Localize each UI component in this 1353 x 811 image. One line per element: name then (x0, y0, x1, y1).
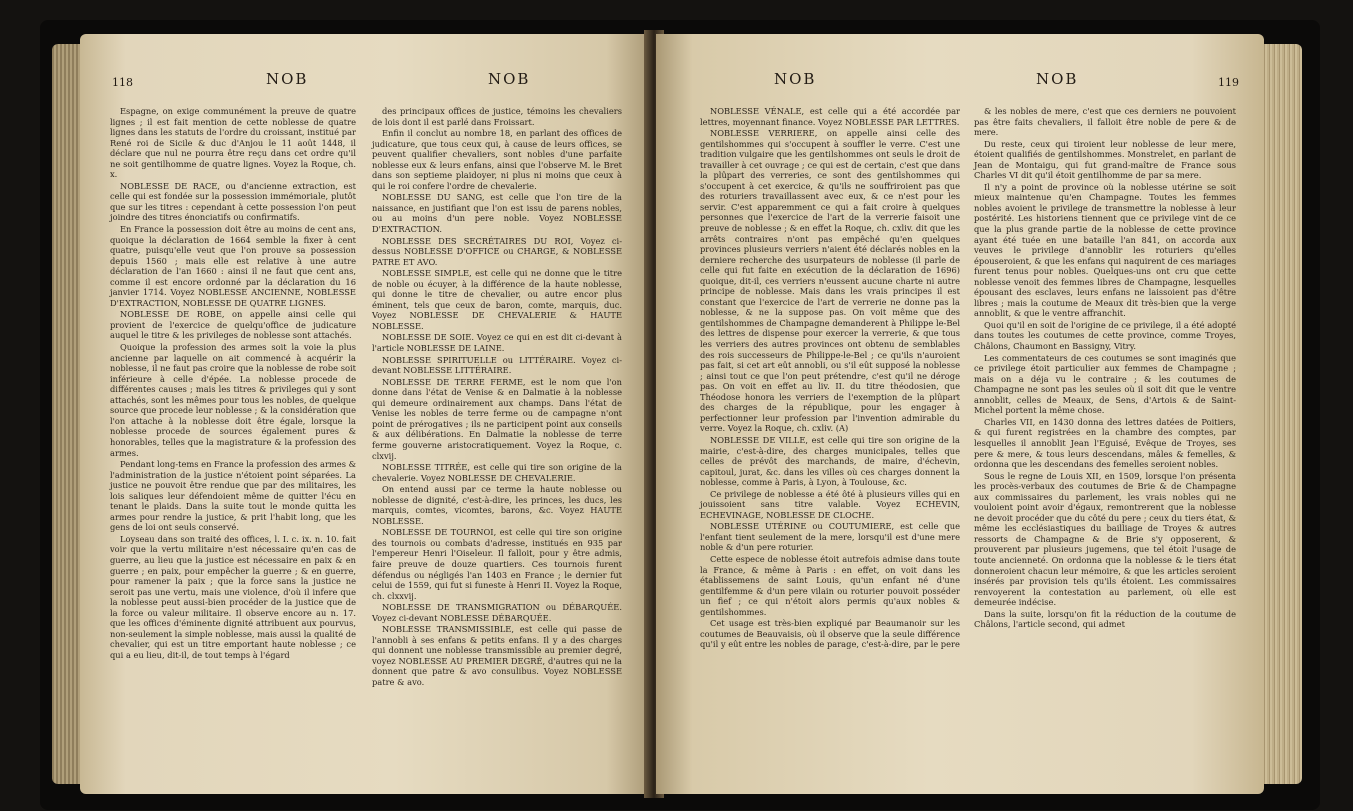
paragraph: Pendant long-tems en France la profession des armes & l'administration de la justice n'étoient point séparées. La justice ne pouvoit être rendue que par des militaires, les lois saliques leur défendoient même de quitter l'écu en tenant le plaids. Dans la suite tout le monde quitta les armes pour rendre la justice, & prit l'habit long, que les gens de loi ont seuls conservé. (110, 459, 356, 533)
paragraph: NOBLESSE DE TOURNOI, est celle qui tire son origine des tournois ou combats d'adresse, institués en 935 par l'empereur Henri l'Oiseleur. Il falloit, pour y être admis, faire preuve de douze quartiers. Ces tournois furent défendus ou négligés l'an 1403 en France ; le dernier fut celui de 1559, qui fut si funeste à Henri II. Voyez la Roque, ch. clxxvij. (372, 527, 622, 601)
left-page-number: 118 (112, 76, 133, 89)
paragraph: Espagne, on exige communément la preuve de quatre lignes ; il est fait mention de cette noblesse de quatre lignes dans les statuts de l'ordre du croissant, institué par René roi de Sicile & duc d'Anjou le 11 août 1448, il déclare que nul ne pourra être reçu dans cet ordre qu'il ne soit gentilhomme de quatre lignes. Voyez la Roque, ch. x. (110, 106, 356, 180)
right-page-column-2 (974, 106, 1236, 631)
paragraph: Enfin il conclut au nombre 18, en parlant des offices de judicature, que tous ceux qui, à cause de leurs offices, se peuvent qualifier chevaliers, sont nobles d'une parfaite noblesse eux & leurs enfans, ainsi que l'observe M. le Bret dans son septieme plaidoyer, ni plus ni moins que ceux à qui le roi confere l'ordre de chevalerie. (372, 128, 622, 191)
paragraph: NOBLESSE DES SECRÉTAIRES DU ROI, Voyez ci-dessus NOBLESSE D'OFFICE ou CHARGE, & NOBLESSE PATRE ET AVO. (372, 235, 622, 267)
paragraph: des principaux offices de justice, témoins les chevaliers de lois dont il est parlé dans Froissart. (372, 106, 622, 127)
paragraph: NOBLESSE UTÉRINE ou COUTUMIERE, est celle que l'enfant tient seulement de la mere, lorsqu'il est d'une mere noble & d'un pere roturier. (700, 521, 960, 553)
paragraph: Les commentateurs de ces coutumes se sont imaginés que ce privilege étoit particulier aux femmes de Champagne ; mais on a déja vu le contraire ; & les coutumes de Champagne ne sont pas les seules où il soit dit que le ventre annoblit, celles de Meaux, de Sens, d'Artois & de Saint-Michel portent la même chose. (974, 352, 1236, 416)
paragraph: Charles VII, en 1430 donna des lettres datées de Poitiers, & qui furent registrées en la chambre des comptes, par lesquelles il annoblit Jean l'Eguisé, Evêque de Troyes, ses pere & mere, & tous leurs descendans, mâles & femelles, & ordonna que les descendans des femelles seroient nobles. (974, 416, 1236, 470)
paragraph: NOBLESSE VERRIERE, on appelle ainsi celle des gentilshommes qui s'occupent à souffler le verre. C'est une tradition vulgaire que les gentilshommes ont seuls le droit de travailler à cet ouvrage ; ce qui est de certain, c'est que dans la plûpart des verreries, ce sont des gentilshommes qui s'occupent à cet exercice, & qu'ils ne souffriroient pas que des roturiers travaillassent avec eux, & ce n'est pour les servir. C'est apparemment ce qui a fait croire à quelques personnes que l'exercice de l'art de la verrerie faisoit une preuve de noblesse ; & en effet la Roque, ch. cxliv. dit que les arrêts contraires n'ont pas empêché qu'en quelques provinces plusieurs verriers n'aient été déclarés nobles en la derniere recherche des usurpateurs de noblesse (il parle de celle qui fut faite en exécution de la déclaration de 1696) quoique, dit-il, ces verriers n'eussent aucune charte ni autre principe de noblesse. Mais dans les vrais principes il est constant que l'exercice de l'art de verrerie ne donne pas la noblesse, & ne la suppose pas. On voit même que des gentilshommes de Champagne demanderent à Philippe le-Bel des lettres de dispense pour exercer la verrerie, & que tous les verriers des autres provinces ont obtenu de semblables des rois successeurs de Philippe-le-Bel ; ce qu'ils n'auroient pas fait, si cet art eût annobli, ou s'il eût supposé la noblesse ; ainsi tout ce que l'on peut prétendre, c'est qu'il ne déroge pas. On voit en effet au liv. II. du titre théodosien, que Théodose honora les verriers de l'exemption de la plûpart des charges de la république, pour les engager à perfectionner leur profession par l'invention admirable du verre. Voyez la Roque, ch. cxliv. (A) (700, 128, 960, 434)
paragraph: NOBLESSE TRANSMISSIBLE, est celle qui passe de l'annobli à ses enfans & petits enfans. Il y a des charges qui donnent une noblesse transmissible au premier degré, voyez NOBLESSE AU PREMIER DEGRÉ, d'autres qui ne la donnent que patre & avo consulibus. Voyez NOBLESSE patre & avo. (372, 624, 622, 687)
paragraph: NOBLESSE DE TERRE FERME, est le nom que l'on donne dans l'état de Venise & en Dalmatie à la noblesse qui demeure ordinairement aux champs. Dans l'état de Venise les nobles de terre ferme ou de campagne n'ont point de prérogatives ; ils ne participent point aux conseils & aux délibérations. En Dalmatie la noblesse de terre ferme gouverne aristocratiquement. Voyez la Roque, c. clxvij. (372, 376, 622, 461)
paragraph: NOBLESSE DU SANG, est celle que l'on tire de la naissance, en justifiant que l'on est issu de parens nobles, ou au moins d'un pere noble. Voyez NOBLESSE D'EXTRACTION. (372, 192, 622, 235)
right-page-edges (1262, 44, 1302, 784)
paragraph: NOBLESSE DE SOIE. Voyez ce qui en est dit ci-devant à l'article NOBLESSE DE LAINE. (372, 332, 622, 354)
paragraph: Quoique la profession des armes soit la voie la plus ancienne par laquelle on ait commencé à acquérir la noblesse, il ne faut pas croire que la noblesse de robe soit inférieure à celle d'épée. La noblesse procede de différentes causes ; mais les titres & privileges qui y sont attachés, sont les mêmes pour tous les nobles, de quelque source que procede leur noblesse ; & la considération que l'on attache à la noblesse doit être égale, lorsque la noblesse procede de sources également pures & honorables, telles que la magistrature & la profession des armes. (110, 342, 356, 458)
paragraph: NOBLESSE DE ROBE, on appelle ainsi celle qui provient de l'exercice de quelqu'office de judicature auquel le titre & les privileges de noblesse sont attachés. (110, 309, 356, 341)
right-page-column-1 (700, 106, 960, 651)
left-page-column-1 (110, 106, 356, 661)
paragraph: NOBLESSE SIMPLE, est celle qui ne donne que le titre de noble ou écuyer, à la différence de la haute noblesse, qui donne le titre de chevalier, ou autre encor plus éminent, tels que ceux de baron, comte, marquis, duc. Voyez NOBLESSE DE CHEVALERIE & HAUTE NOBLESSE. (372, 268, 622, 331)
left-page-column-2 (372, 106, 622, 689)
paragraph: Cette espece de noblesse étoit autrefois admise dans toute la France, & même à Paris : en effet, on voit dans les établissemens de saint Louis, qu'un enfant né d'une gentilfemme & d'un pere vilain ou roturier pouvoit posséder un fief ; ce qui n'étoit alors permis qu'aux nobles & gentilshommes. (700, 553, 960, 617)
paragraph: NOBLESSE DE VILLE, est celle qui tire son origine de la mairie, c'est-à-dire, des charges municipales, telles que celles de prévôt des marchands, de maire, d'échevin, capitoul, jurat, &c. dans les villes où ces charges donnent la noblesse, comme à Paris, à Lyon, à Toulouse, &c. (700, 434, 960, 488)
paragraph: Loyseau dans son traité des offices, l. I. c. ix. n. 10. fait voir que la vertu militaire n'est nécessaire qu'en cas de guerre, au lieu que la justice est nécessaire en paix & en guerre ; en paix, pour empêcher la guerre ; & en guerre, pour ramener la paix ; que la force sans la justice ne seroit pas une vertu, mais une violence, d'où il infere que la noblesse peut aussi-bien procéder de la justice que de la force ou valeur militaire. Il observe encore au n. 17. que les offices d'éminente dignité attribuent aux pourvus, non-seulement la simple noblesse, mais aussi la qualité de chevalier, qui est un titre emportant haute noblesse ; ce qui a eu lieu, dit-il, de tout temps à l'égard (110, 533, 356, 660)
right-page-number: 119 (1218, 76, 1239, 89)
paragraph: Du reste, ceux qui tiroient leur noblesse de leur mere, étoient qualifiés de gentilshommes. Monstrelet, en parlant de Jean de Montaigu, qui fut grand-maître de France sous Charles VI dit qu'il étoit gentilhomme de par sa mere. (974, 138, 1236, 181)
right-header-right: NOB (1036, 70, 1079, 88)
left-header-right: NOB (488, 70, 531, 88)
right-page (656, 34, 1264, 794)
left-header-left: NOB (266, 70, 309, 88)
paragraph: Cet usage est très-bien expliqué par Beaumanoir sur les coutumes de Beauvaisis, où il observe que la seule différence qu'il y eût entre les nobles de parage, c'est-à-dire, par le pere (700, 618, 960, 650)
left-page (80, 34, 652, 794)
paragraph: & les nobles de mere, c'est que ces derniers ne pouvoient pas être faits chevaliers, il falloit être noble de pere & de mere. (974, 106, 1236, 138)
left-page-edges (52, 44, 82, 784)
paragraph: NOBLESSE TITRÉE, est celle qui tire son origine de la chevalerie. Voyez NOBLESSE DE CHEVALERIE. (372, 462, 622, 483)
paragraph: NOBLESSE DE RACE, ou d'ancienne extraction, est celle qui est fondée sur la possession immémoriale, plutôt que sur les titres : cependant à cette possession l'on peut joindre des titres énonciatifs ou confirmatifs. (110, 180, 356, 223)
paragraph: NOBLESSE VÉNALE, est celle qui a été accordée par lettres, moyennant finance. Voyez NOBLESSE PAR LETTRES. (700, 106, 960, 127)
paragraph: Ce privilege de noblesse a été ôté à plusieurs villes qui en jouissoient sans titre valable. Voyez ECHEVIN, ECHEVINAGE, NOBLESSE DE CLOCHE. (700, 488, 960, 520)
paragraph: NOBLESSE DE TRANSMIGRATION ou DÉBARQUÉE. Voyez ci-devant NOBLESSE DÉBARQUÉE. (372, 602, 622, 623)
paragraph: Sous le regne de Louis XII, en 1509, lorsque l'on présenta les procès-verbaux des coutumes de Brie & de Champagne aux commissaires du parlement, les vrais nobles qui ne vouloient point avoir d'égaux, remontrerent que la noblesse ne devoit procéder que du côté du pere ; ceux du tiers état, & même les ecclésiastiques du bailliage de Troyes & autres ressorts de Champagne & de Brie s'y opposerent, & prouverent par plusieurs jugemens, que tel étoit l'usage de toute ancienneté. On ordonna que la noblesse & le tiers état donneroient chacun leur mémoire, & que les articles seroient insérés par provision tels qu'ils étoient. Les commissaires renvoyerent la contestation au parlement, où elle est demeurée indécise. (974, 470, 1236, 608)
right-header-left: NOB (774, 70, 817, 88)
paragraph: Il n'y a point de province où la noblesse utérine se soit mieux maintenue qu'en Champagne. Toutes les femmes nobles avoient le privilege de transmettre la noblesse à leur postérité. Les historiens tiennent que ce privilege vint de ce que la plus grande partie de la noblesse de cette province ayant été tuée en une bataille l'an 841, on accorda aux veuves le privilege d'annoblir les roturiers qu'elles épouseroient, & que les enfans qui naquirent de ces mariages furent tenus pour nobles. Quelques-uns ont cru que cette noblesse venoit des femmes libres de Champagne, lesquelles épousant des esclaves, leurs enfans ne laissoient pas d'être libres ; mais la coutume de Meaux dit très-bien que la verge annoblit, & que le ventre affranchit. (974, 181, 1236, 319)
paragraph: On entend aussi par ce terme la haute noblesse ou noblesse de dignité, c'est-à-dire, les princes, les ducs, les marquis, comtes, vicomtes, barons, &c. Voyez HAUTE NOBLESSE. (372, 484, 622, 526)
paragraph: Dans la suite, lorsqu'on fit la réduction de la coutume de Châlons, l'article second, qui admet (974, 608, 1236, 630)
paragraph: Quoi qu'il en soit de l'origine de ce privilege, il a été adopté dans toutes les coutumes de cette province, comme Troyes, Châlons, Chaumont en Bassigny, Vitry. (974, 319, 1236, 352)
paragraph: En France la possession doit être au moins de cent ans, quoique la déclaration de 1664 semble la fixer à cent quatre, puisqu'elle veut que l'on prouve sa possession depuis 1560 ; mais elle est relative à une autre déclaration de l'an 1660 : ainsi il ne faut que cent ans, comme il est encore ordonné par la déclaration du 16 janvier 1714. Voyez NOBLESSE ANCIENNE, NOBLESSE D'EXTRACTION, NOBLESSE DE QUATRE LIGNES. (110, 224, 356, 308)
paragraph: NOBLESSE SPIRITUELLE ou LITTÉRAIRE. Voyez ci-devant NOBLESSE LITTÉRAIRE. (372, 354, 622, 376)
